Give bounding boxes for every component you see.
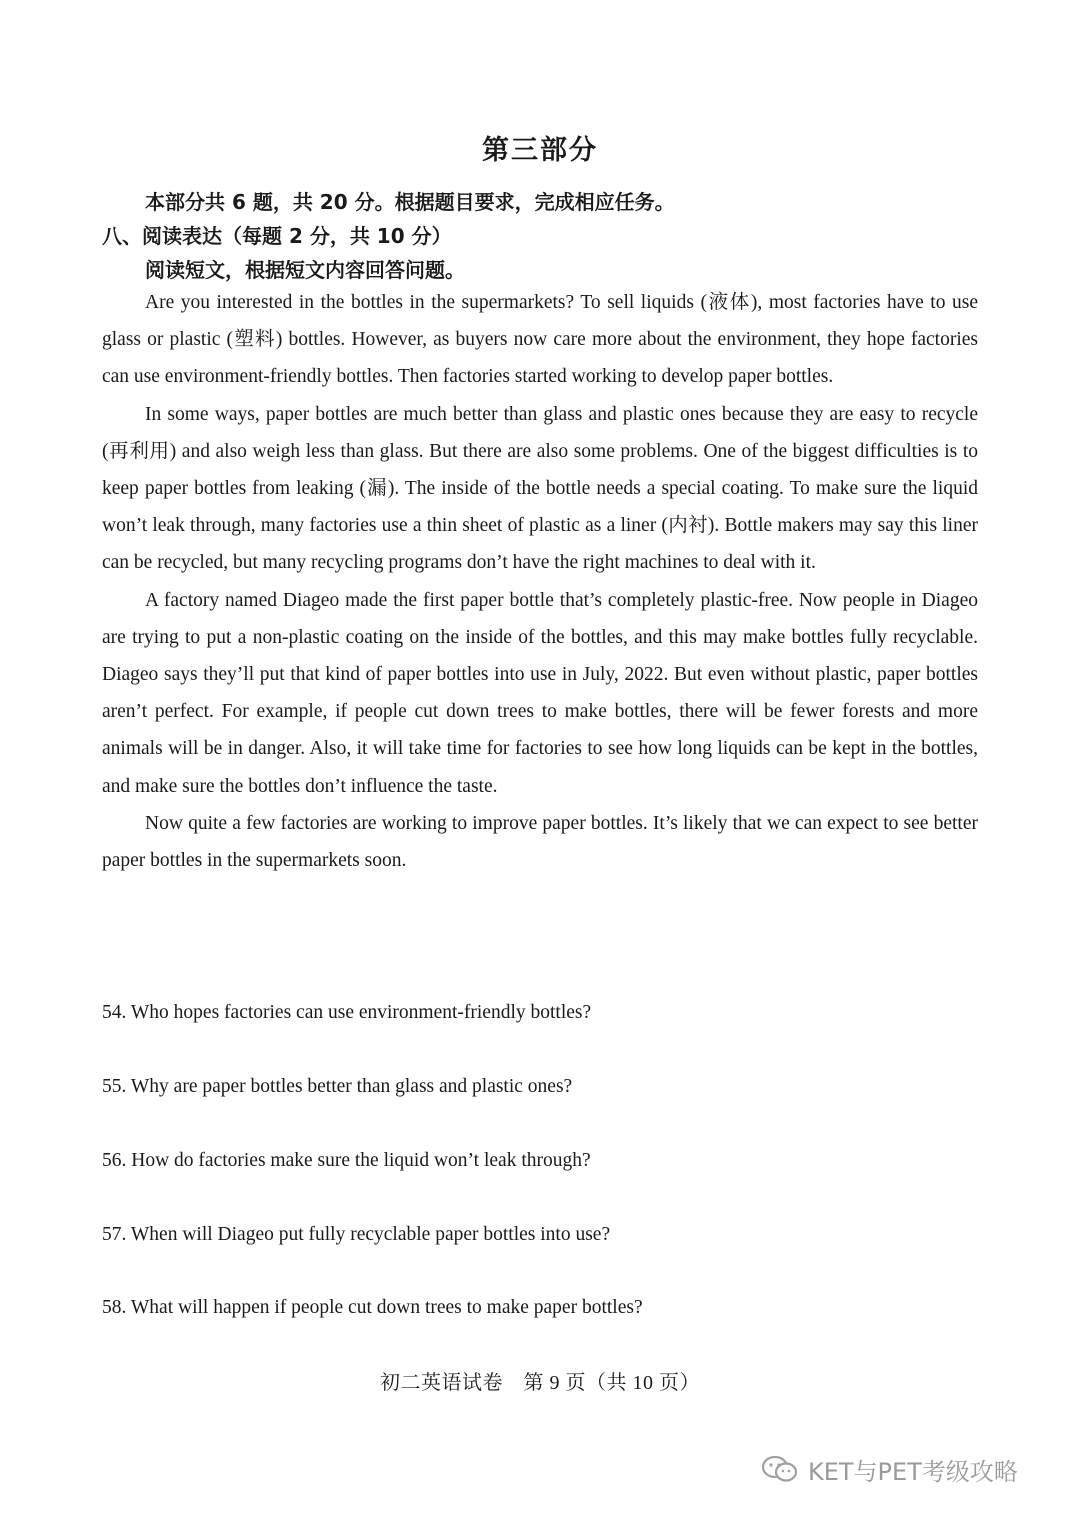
question-56: 56. How do factories make sure the liquid won’t leak through? xyxy=(102,1150,591,1171)
part-title: 第三部分 xyxy=(482,135,598,166)
reading-passage xyxy=(102,284,978,879)
part-intro: 本部分共 6 题，共 20 分。根据题目要求，完成相应任务。 xyxy=(145,190,675,214)
question-58: 58. What will happen if people cut down trees to make paper bottles? xyxy=(102,1297,643,1318)
watermark-text: KET与PET考级攻略 xyxy=(808,1457,1018,1486)
passage-paragraph: Now quite a few factories are working to improve paper bottles. It’s likely that we can expect to see better paper bottles in the supermarkets soon. xyxy=(102,812,978,872)
question-54: 54. Who hopes factories can use environment-friendly bottles? xyxy=(102,1002,592,1023)
passage-paragraph: A factory named Diageo made the first paper bottle that’s completely plastic-free. Now people in Diageo are trying to put a non-plastic coating on the inside of the bottles, and this may make bottles fully recyclable. Diageo says they’ll put that kind of paper bottles into use in July, 2022. But even without plastic, paper bottles aren’t perfect. For example, if people cut down trees to make bottles, there will be fewer forests and more animals will be in danger. Also, it will take time for factories to see how long liquids can be kept in the bottles, and make sure the bottles don’t influence the taste. xyxy=(102,589,978,797)
watermark xyxy=(760,1452,1018,1486)
wechat-icon xyxy=(760,1454,800,1484)
question-55: 55. Why are paper bottles better than glass and plastic ones? xyxy=(102,1076,573,1097)
section-instruction: 阅读短文，根据短文内容回答问题。 xyxy=(145,258,465,282)
section-heading: 八、阅读表达（每题 2 分，共 10 分） xyxy=(102,224,452,248)
passage-paragraph: In some ways, paper bottles are much better than glass and plastic ones because they are easy to recycle (再利用) and also weigh less than glass. But there are also some problems. One of the biggest difficulties is to keep paper bottles from leaking (漏). The inside of the bottle needs a special coating. To make sure the liquid won’t leak through, many factories use a thin sheet of plastic as a liner (内衬). Bottle makers may say this liner can be recycled, but many recycling programs don’t have the right machines to deal with it. xyxy=(102,403,978,574)
page-footer: 初二英语试卷 第 9 页（共 10 页） xyxy=(380,1372,700,1394)
passage-paragraph: Are you interested in the bottles in the supermarkets? To sell liquids (液体), most factories have to use glass or plastic (塑料) bottles. However, as buyers now care more about the environment, they hope factories can use environment-friendly bottles. Then factories started working to develop paper bottles. xyxy=(102,292,978,388)
question-57: 57. When will Diageo put fully recyclable paper bottles into use? xyxy=(102,1224,611,1245)
